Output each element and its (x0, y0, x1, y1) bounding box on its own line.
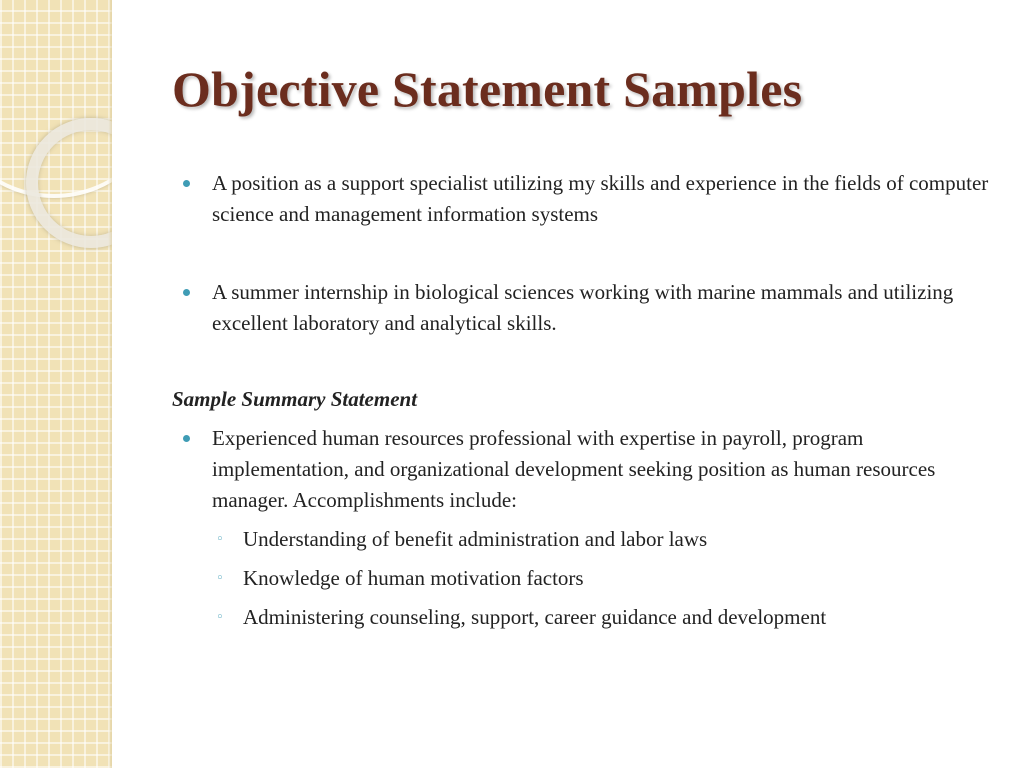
accomplishment-text: Understanding of benefit administration and labor laws (243, 527, 708, 551)
summary-item-text: Experienced human resources professional with expertise in payroll, program implementation, and organizational development seeking position as human resources manager. Accomplishments include: (212, 426, 936, 512)
summary-heading: Sample Summary Statement (172, 387, 418, 411)
bullet-dot-icon (183, 435, 190, 442)
summary-item (172, 423, 1002, 633)
objective-list (172, 168, 1002, 339)
bullet-dot-icon (183, 289, 190, 296)
hollow-circle-bullet-icon: ◦ (216, 532, 224, 547)
accomplishment-text: Knowledge of human motivation factors (243, 566, 584, 590)
objective-item-text: A summer internship in biological sciences working with marine mammals and utilizing excellent laboratory and analytical skills. (212, 280, 954, 335)
slide-title: Objective Statement Samples (172, 61, 803, 117)
summary-list (172, 423, 1002, 633)
accomplishment-text: Administering counseling, support, career guidance and development (243, 605, 827, 629)
accomplishment-item (212, 524, 1002, 555)
accomplishments-list (212, 524, 1002, 633)
slide-content (172, 168, 1002, 641)
hollow-circle-bullet-icon: ◦ (216, 610, 224, 625)
decorative-side-panel (0, 0, 112, 768)
accomplishment-item (212, 602, 1002, 633)
objective-item (172, 168, 1002, 230)
objective-item-text: A position as a support specialist utilizing my skills and experience in the fields of computer science and management information systems (212, 171, 989, 226)
hollow-circle-bullet-icon: ◦ (216, 571, 224, 586)
bullet-dot-icon (183, 180, 190, 187)
objective-item (172, 277, 1002, 339)
accomplishment-item (212, 563, 1002, 594)
